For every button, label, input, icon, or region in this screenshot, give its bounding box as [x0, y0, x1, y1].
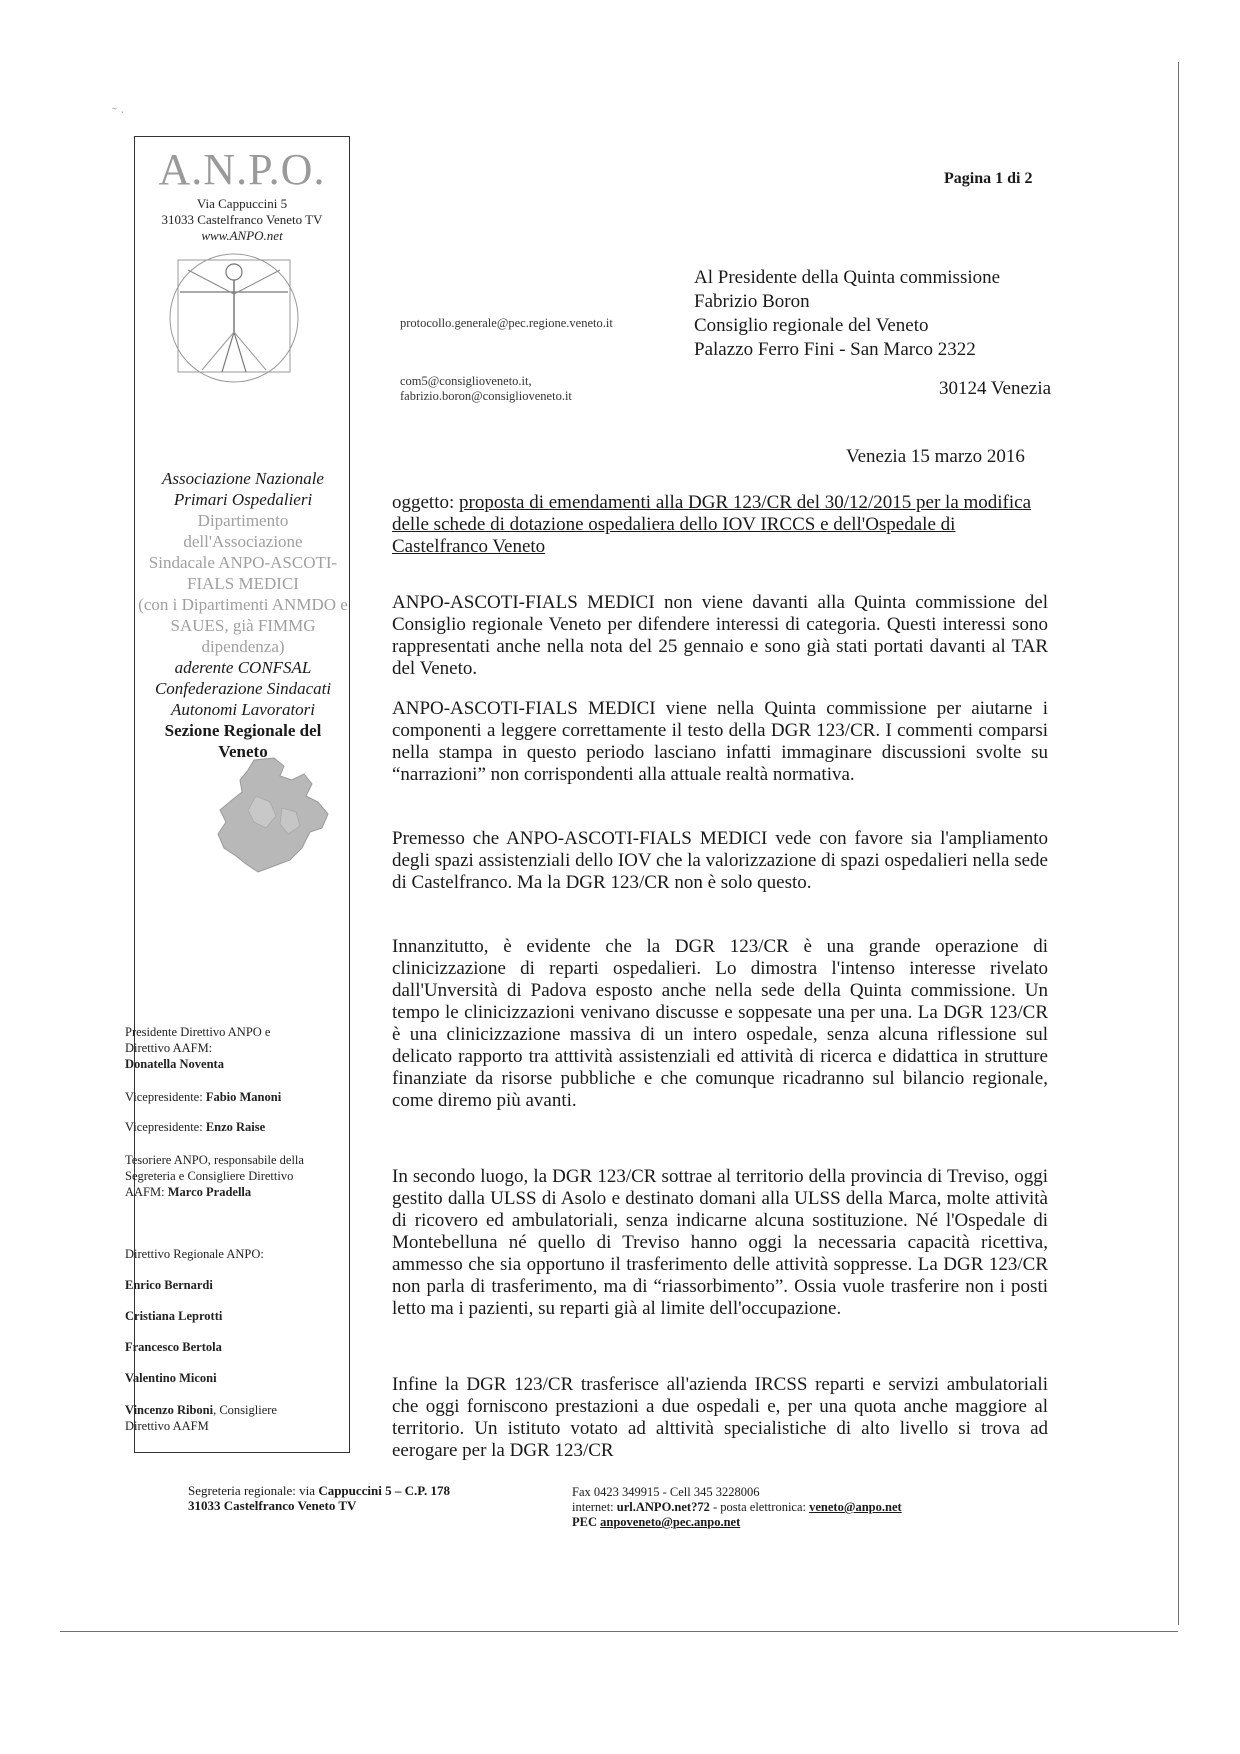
roster-member: Enrico Bernardi: [125, 1278, 213, 1292]
roster-direttivo-label: Direttivo Regionale ANPO:: [125, 1247, 264, 1261]
recipient-pec[interactable]: protocollo.generale@pec.regione.veneto.it: [400, 316, 613, 330]
roster-member-last: Vincenzo Riboni, Consigliere Direttivo AAFM: [125, 1403, 277, 1433]
letter-date: Venezia 15 marzo 2016: [846, 446, 1025, 467]
body-paragraph: ANPO-ASCOTI-FIALS MEDICI non viene davanti alla Quinta commissione del Consiglio regionale Veneto per difendere interessi di categoria. Questi interessi sono rappresentati anche nella nota del 25 gennaio e sono già stati portati davanti al TAR del Veneto.: [392, 592, 1048, 679]
sidebar-assoc-name: Associazione Nazionale Primari Ospedalieri Dipartimento dell'Associazione Sindacale ANPO-ASCOTI- FIALS MEDICI (con i Dipartimenti ANMDO e SAUES, già FIMMG dipendenza) aderente CONFSAL Confederazione Sindacati Autonomi Lavoratori Sezione Regionale del Veneto: [138, 469, 348, 761]
page-number: Pagina 1 di 2: [944, 170, 1033, 187]
sidebar-address-line1: Via Cappuccini 5: [196, 196, 288, 211]
body-paragraph: Infine la DGR 123/CR trasferisce all'azienda IRCSS reparti e servizi ambulatoriali che oggi forniscono prestazioni a due ospedali e, per una quota anche maggiore al territorio. Un istituto votato ad alttività specialistiche di alto livello si trova ad eerogare per la DGR 123/CR: [392, 1374, 1048, 1461]
roster-member: Cristiana Leprotti: [125, 1309, 223, 1323]
anpo-logo: A.N.P.O.: [158, 145, 326, 194]
roster-member: Francesco Bertola: [125, 1340, 222, 1354]
recipient-address: Al Presidente della Quinta commissione Fabrizio Boron Consiglio regionale del Veneto Palazzo Ferro Fini - San Marco 2322: [694, 267, 1001, 360]
page-edge-bottom: [60, 1631, 1178, 1632]
body-paragraph: In secondo luogo, la DGR 123/CR sottrae al territorio della provincia di Treviso, oggi gestito dalla ULSS di Asolo e destinato domani alla ULSS della Marca, molte attività di ricovero ed ambulatoriali, senza indicarne alcuna sostituzione. Né l'Ospedale di Montebelluna né quello di Treviso hanno oggi la necessaria capacità ricettiva, ammesso che sia opportuno il trasferimento delle attività soppresse. La DGR 123/CR non parla di trasferimento, ma di “riassorbimento”. Ossia vuole trasferire non i posti letto ma i pazienti, su reparti già al limite dell'occupazione.: [392, 1166, 1048, 1319]
roster-presidente: Presidente Direttivo ANPO e Direttivo AAFM: Donatella Noventa: [125, 1025, 271, 1071]
sidebar-address-line2: 31033 Castelfranco Veneto TV: [161, 212, 323, 227]
vitruvian-man-icon: [168, 246, 300, 388]
roster-vicepresidente-1: Vicepresidente: Fabio Manoni: [125, 1090, 282, 1104]
body-paragraph: ANPO-ASCOTI-FIALS MEDICI viene nella Quinta commissione per aiutarne i componenti a leggere correttamente il testo della DGR 123/CR. I commenti comparsi nella stampa in questo periodo lasciano infatti immaginare discussioni svolte su “narrazioni” non corrispondenti alla attuale realtà normativa.: [392, 698, 1048, 785]
veneto-map-icon: [196, 756, 346, 876]
scan-margin: [0, 0, 1240, 62]
sidebar-website[interactable]: www.ANPO.net: [201, 228, 283, 243]
letter-subject: oggetto: proposta di emendamenti alla DGR 123/CR del 30/12/2015 per la modifica delle schede di dotazione ospedaliera dello IOV IRCCS e dell'Ospedale di Castelfranco Veneto: [392, 492, 1032, 557]
roster-vicepresidente-2: Vicepresidente: Enzo Raise: [125, 1120, 266, 1134]
recipient-emails: com5@consiglioveneto.it, fabrizio.boron@consiglioveneto.it: [400, 374, 572, 403]
recipient-city: 30124 Venezia: [939, 378, 1052, 399]
body-paragraph: Premesso che ANPO-ASCOTI-FIALS MEDICI vede con favore sia l'ampliamento degli spazi assistenziali dello IOV che la valorizzazione di spazi ospedalieri nella sede di Castelfranco. Ma la DGR 123/CR non è solo questo.: [392, 828, 1048, 893]
footer-left: Segreteria regionale: via Cappuccini 5 – C.P. 178 31033 Castelfranco Veneto TV: [188, 1483, 451, 1513]
roster-member: Valentino Miconi: [125, 1371, 217, 1385]
roster-tesoriere: Tesoriere ANPO, responsabile della Segreteria e Consigliere Direttivo AAFM: Marco Pradella: [125, 1153, 304, 1199]
page-edge-right: [1178, 62, 1179, 1625]
body-paragraph: Innanzitutto, è evidente che la DGR 123/CR è una grande operazione di clinicizzazione di reparti ospedalieri. Lo dimostra l'intenso interesse rivelato dall'Unversità di Padova esposto anche nella sede della Quinta commissione. Un tempo le clinicizzazioni venivano discusse e soppesate una per una. La DGR 123/CR è una clinicizzazione massiva di un intero ospedale, senza alcuna riflessione sul delicato rapporto tra atttività assistenziali ed attività di ricerca e didattica in strutture finanziate da risorse pubbliche e che comunque ricadranno sul bilancio regionale, come diremo più avanti.: [392, 936, 1048, 1111]
footer-right: Fax 0423 349915 - Cell 345 3228006 internet: url.ANPO.net?72 - posta elettronica: veneto@anpo.net PEC anpoveneto@pec.anpo.net: [572, 1485, 902, 1529]
scan-speck: ˜ ·: [112, 106, 125, 121]
